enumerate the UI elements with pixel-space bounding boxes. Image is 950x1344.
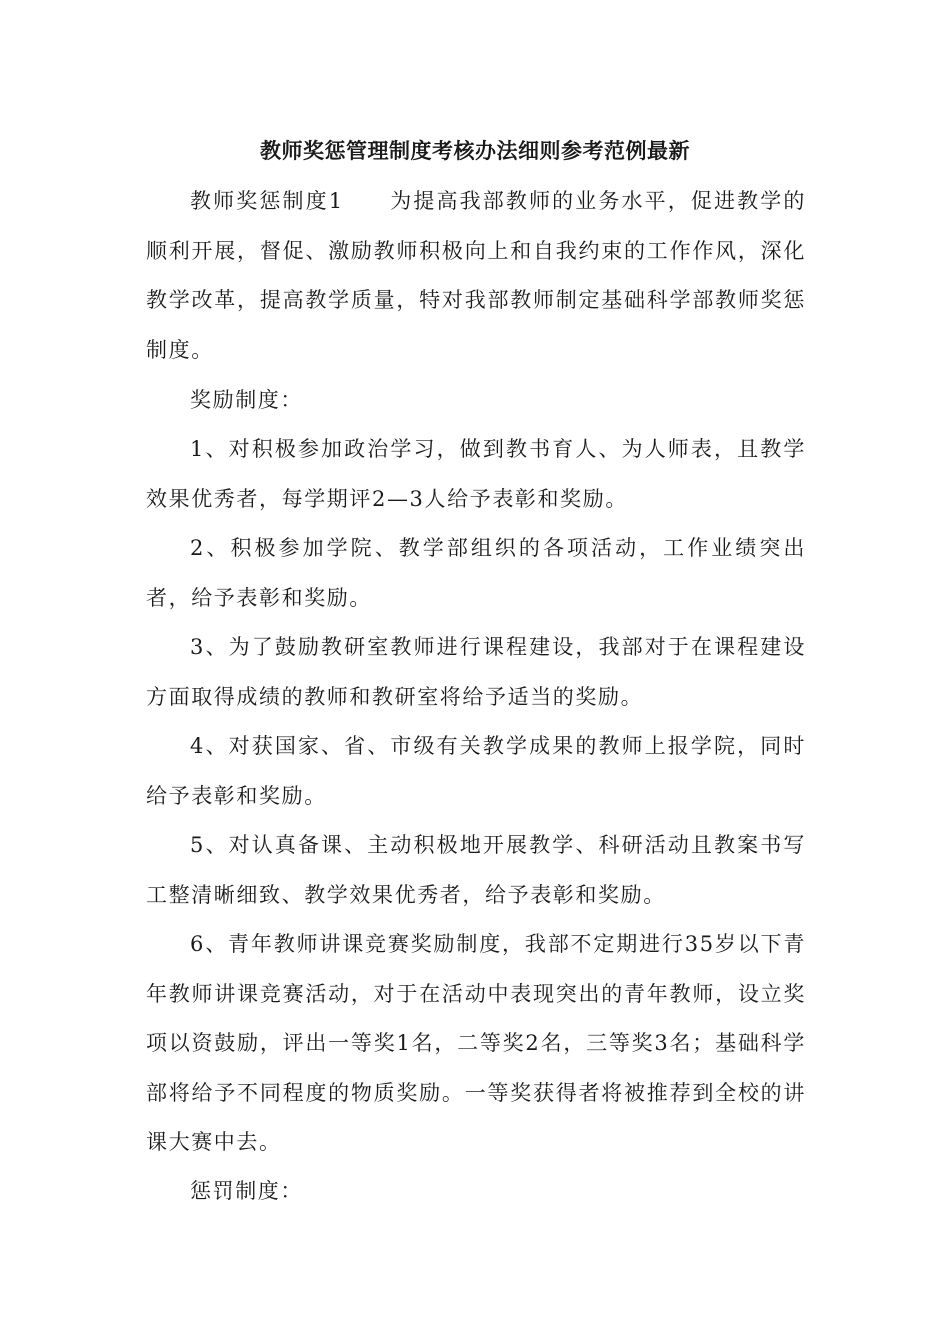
reward-item-1: 1、对积极参加政治学习，做到教书育人、为人师表，且教学效果优秀者，每学期评2—3人给予表彰和奖励。 (146, 437, 806, 511)
intro-paragraph (146, 177, 806, 375)
reward-item-6: 6、青年教师讲课竞赛奖励制度，我部不定期进行35岁以下青年教师讲课竞赛活动，对于在活动中表现突出的青年教师，设立奖项以资鼓励，评出一等奖1名，二等奖2名，三等奖3名；基础科学部将给予不同程度的物质奖励。一等奖获得者将被推荐到全校的讲课大赛中去。 (146, 932, 806, 1154)
intro-heading: 教师奖惩制度1 (190, 189, 344, 213)
intro-text: 为提高我部教师的业务水平，促进教学的顺利开展，督促、激励教师积极向上和自我约束的工作作风，深化教学改革，提高教学质量，特对我部教师制定基础科学部教师奖惩制度。 (146, 189, 806, 362)
reward-item-2: 2、积极参加学院、教学部组织的各项活动，工作业绩突出者，给予表彰和奖励。 (146, 536, 806, 610)
reward-item-5: 5、对认真备课、主动积极地开展教学、科研活动且教案书写工整清晰细致、教学效果优秀者，给予表彰和奖励。 (146, 833, 806, 907)
document-title: 教师奖惩管理制度考核办法细则参考范例最新 (260, 139, 690, 163)
reward-item-4: 4、对获国家、省、市级有关教学成果的教师上报学院，同时给予表彰和奖励。 (146, 734, 806, 808)
penalty-heading: 惩罚制度： (190, 1179, 303, 1203)
reward-item-3: 3、为了鼓励教研室教师进行课程建设，我部对于在课程建设方面取得成绩的教师和教研室将给予适当的奖励。 (146, 635, 806, 709)
reward-heading: 奖励制度： (190, 388, 303, 412)
